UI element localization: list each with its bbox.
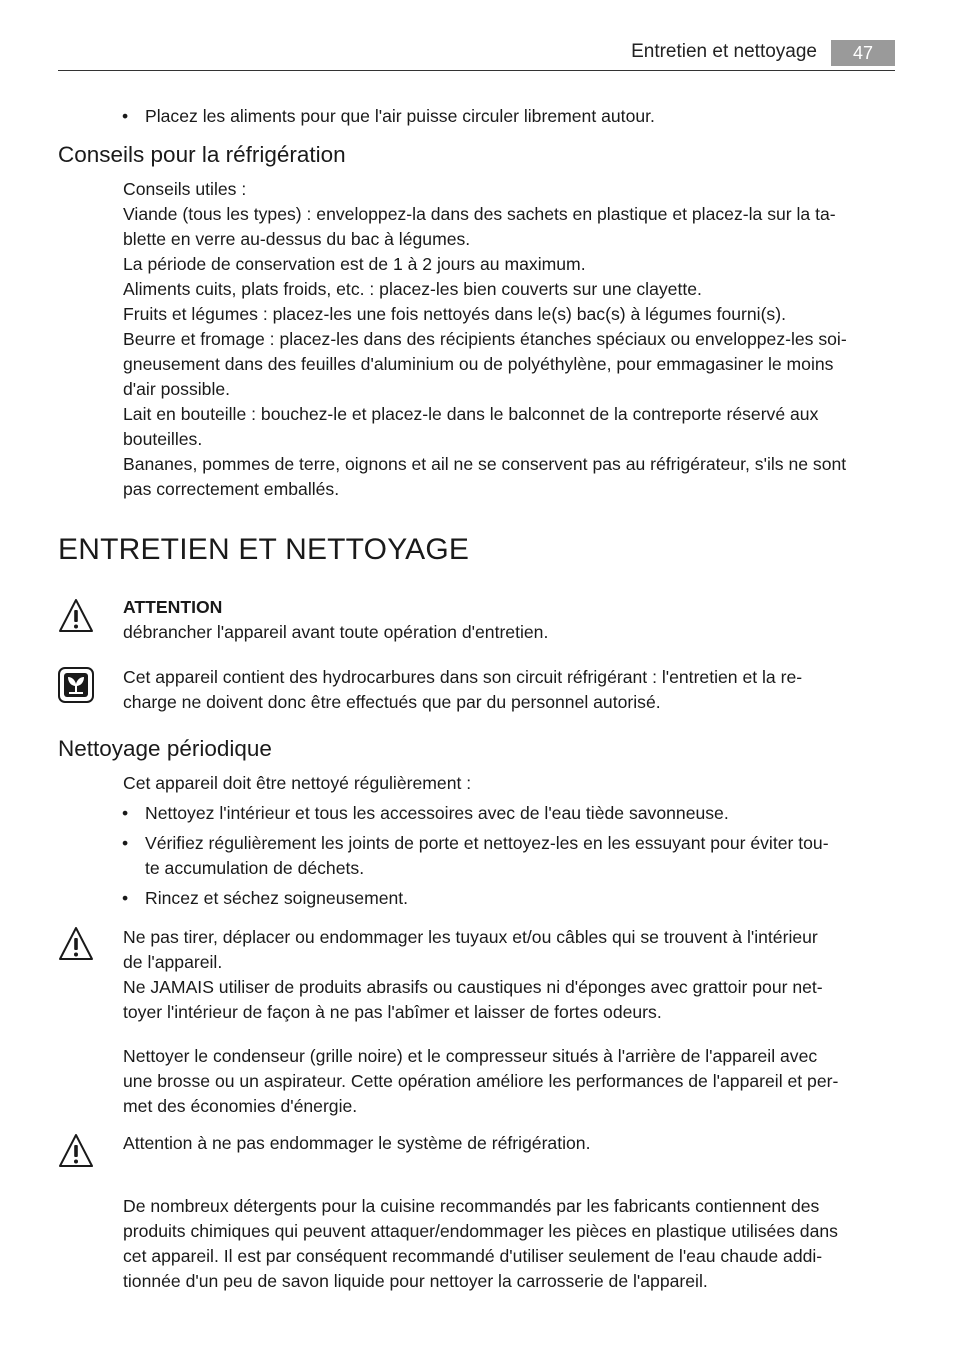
refrigeration-system-warning: Attention à ne pas endommager le système de réfrigération. [123, 1133, 591, 1153]
text-line: Ne pas tirer, déplacer ou endommager les tuyaux et/ou câbles qui se trouvent à l'intérieur [123, 927, 818, 947]
header-rule [58, 70, 895, 71]
warning-triangle-icon [57, 925, 95, 963]
text-line: Viande (tous les types) : enveloppez-la dans des sachets en plastique et placez-la sur la ta- [123, 204, 836, 224]
bullet-symbol: • [122, 833, 129, 853]
refrigeration-tips [123, 177, 847, 502]
text-line: Beurre et fromage : placez-les dans des récipients étanches spéciaux ou enveloppez-les soi- [123, 329, 847, 349]
text-line: met des économies d'énergie. [123, 1096, 358, 1116]
bullet-symbol: • [122, 106, 129, 126]
text-line: Ne JAMAIS utiliser de produits abrasifs ou caustiques ni d'éponges avec grattoir pour net- [123, 977, 823, 997]
cable-warning [123, 925, 823, 1025]
bullet-symbol: • [122, 888, 129, 908]
text-line: cet appareil. Il est par conséquent recommandé d'utiliser seulement de l'eau chaude addi- [123, 1246, 823, 1266]
text-line: Conseils utiles : [123, 179, 247, 199]
attention-title: ATTENTION [123, 597, 223, 617]
page-number: 47 [831, 40, 895, 66]
warning-triangle-icon [57, 597, 95, 635]
text-line: Aliments cuits, plats froids, etc. : placez-les bien couverts sur une clayette. [123, 279, 702, 299]
detergent-paragraph [123, 1194, 838, 1294]
running-header-title: Entretien et nettoyage [631, 41, 817, 62]
list-item: Vérifiez régulièrement les joints de porte et nettoyez-les en les essuyant pour éviter tou- te accumulation de déchets. [145, 833, 829, 878]
bullet-symbol: • [122, 803, 129, 823]
text-line: tionnée d'un peu de savon liquide pour nettoyer la carrosserie de l'appareil. [123, 1271, 708, 1291]
condenser-paragraph [123, 1044, 838, 1119]
list-item: Rincez et séchez soigneusement. [145, 888, 409, 908]
environment-notice [123, 665, 802, 715]
attention-text: débrancher l'appareil avant toute opération d'entretien. [123, 622, 549, 642]
text-line: La période de conservation est de 1 à 2 jours au maximum. [123, 254, 586, 274]
text-line: pas correctement emballés. [123, 479, 340, 499]
text-line: de l'appareil. [123, 952, 223, 972]
periodic-cleaning-heading: Nettoyage périodique [58, 736, 272, 761]
text-line: charge ne doivent donc être effectués que par du personnel autorisé. [123, 692, 661, 712]
list-item: Nettoyez l'intérieur et tous les accessoires avec de l'eau tiède savonneuse. [145, 803, 729, 823]
text-line: produits chimiques qui peuvent attaquer/endommager les pièces en plastique utilisées dans [123, 1221, 838, 1241]
text-line: Cet appareil contient des hydrocarbures dans son circuit réfrigérant : l'entretien et la re- [123, 667, 803, 687]
text-line: toyer l'intérieur de façon à ne pas l'abîmer et laisser de fortes odeurs. [123, 1002, 662, 1022]
text-line: gneusement dans des feuilles d'aluminium ou de polyéthylène, pour emmagasiner le moins [123, 354, 834, 374]
text-line: Nettoyer le condenseur (grille noire) et le compresseur situés à l'arrière de l'appareil avec [123, 1046, 818, 1066]
periodic-intro: Cet appareil doit être nettoyé régulièrement : [123, 773, 472, 793]
text-line: Fruits et légumes : placez-les une fois nettoyés dans le(s) bac(s) à légumes fourni(s). [123, 304, 786, 324]
text-line: blette en verre au-dessus du bac à légumes. [123, 229, 471, 249]
warning-triangle-icon [57, 1132, 95, 1170]
attention-notice [123, 595, 548, 645]
text-line: une brosse ou un aspirateur. Cette opération améliore les performances de l'appareil et per- [123, 1071, 839, 1091]
text-line: De nombreux détergents pour la cuisine recommandés par les fabricants contiennent des [123, 1196, 820, 1216]
environment-protection-icon [57, 666, 95, 704]
maintenance-heading: ENTRETIEN ET NETTOYAGE [58, 533, 470, 566]
refrigeration-heading: Conseils pour la réfrigération [58, 142, 346, 167]
text-line: Lait en bouteille : bouchez-le et placez-le dans le balconnet de la contreporte réservé aux [123, 404, 819, 424]
intro-bullet-text: Placez les aliments pour que l'air puisse circuler librement autour. [145, 106, 655, 126]
text-line: d'air possible. [123, 379, 231, 399]
text-line: Bananes, pommes de terre, oignons et ail ne se conservent pas au réfrigérateur, s'ils ne sont [123, 454, 847, 474]
text-line: bouteilles. [123, 429, 203, 449]
